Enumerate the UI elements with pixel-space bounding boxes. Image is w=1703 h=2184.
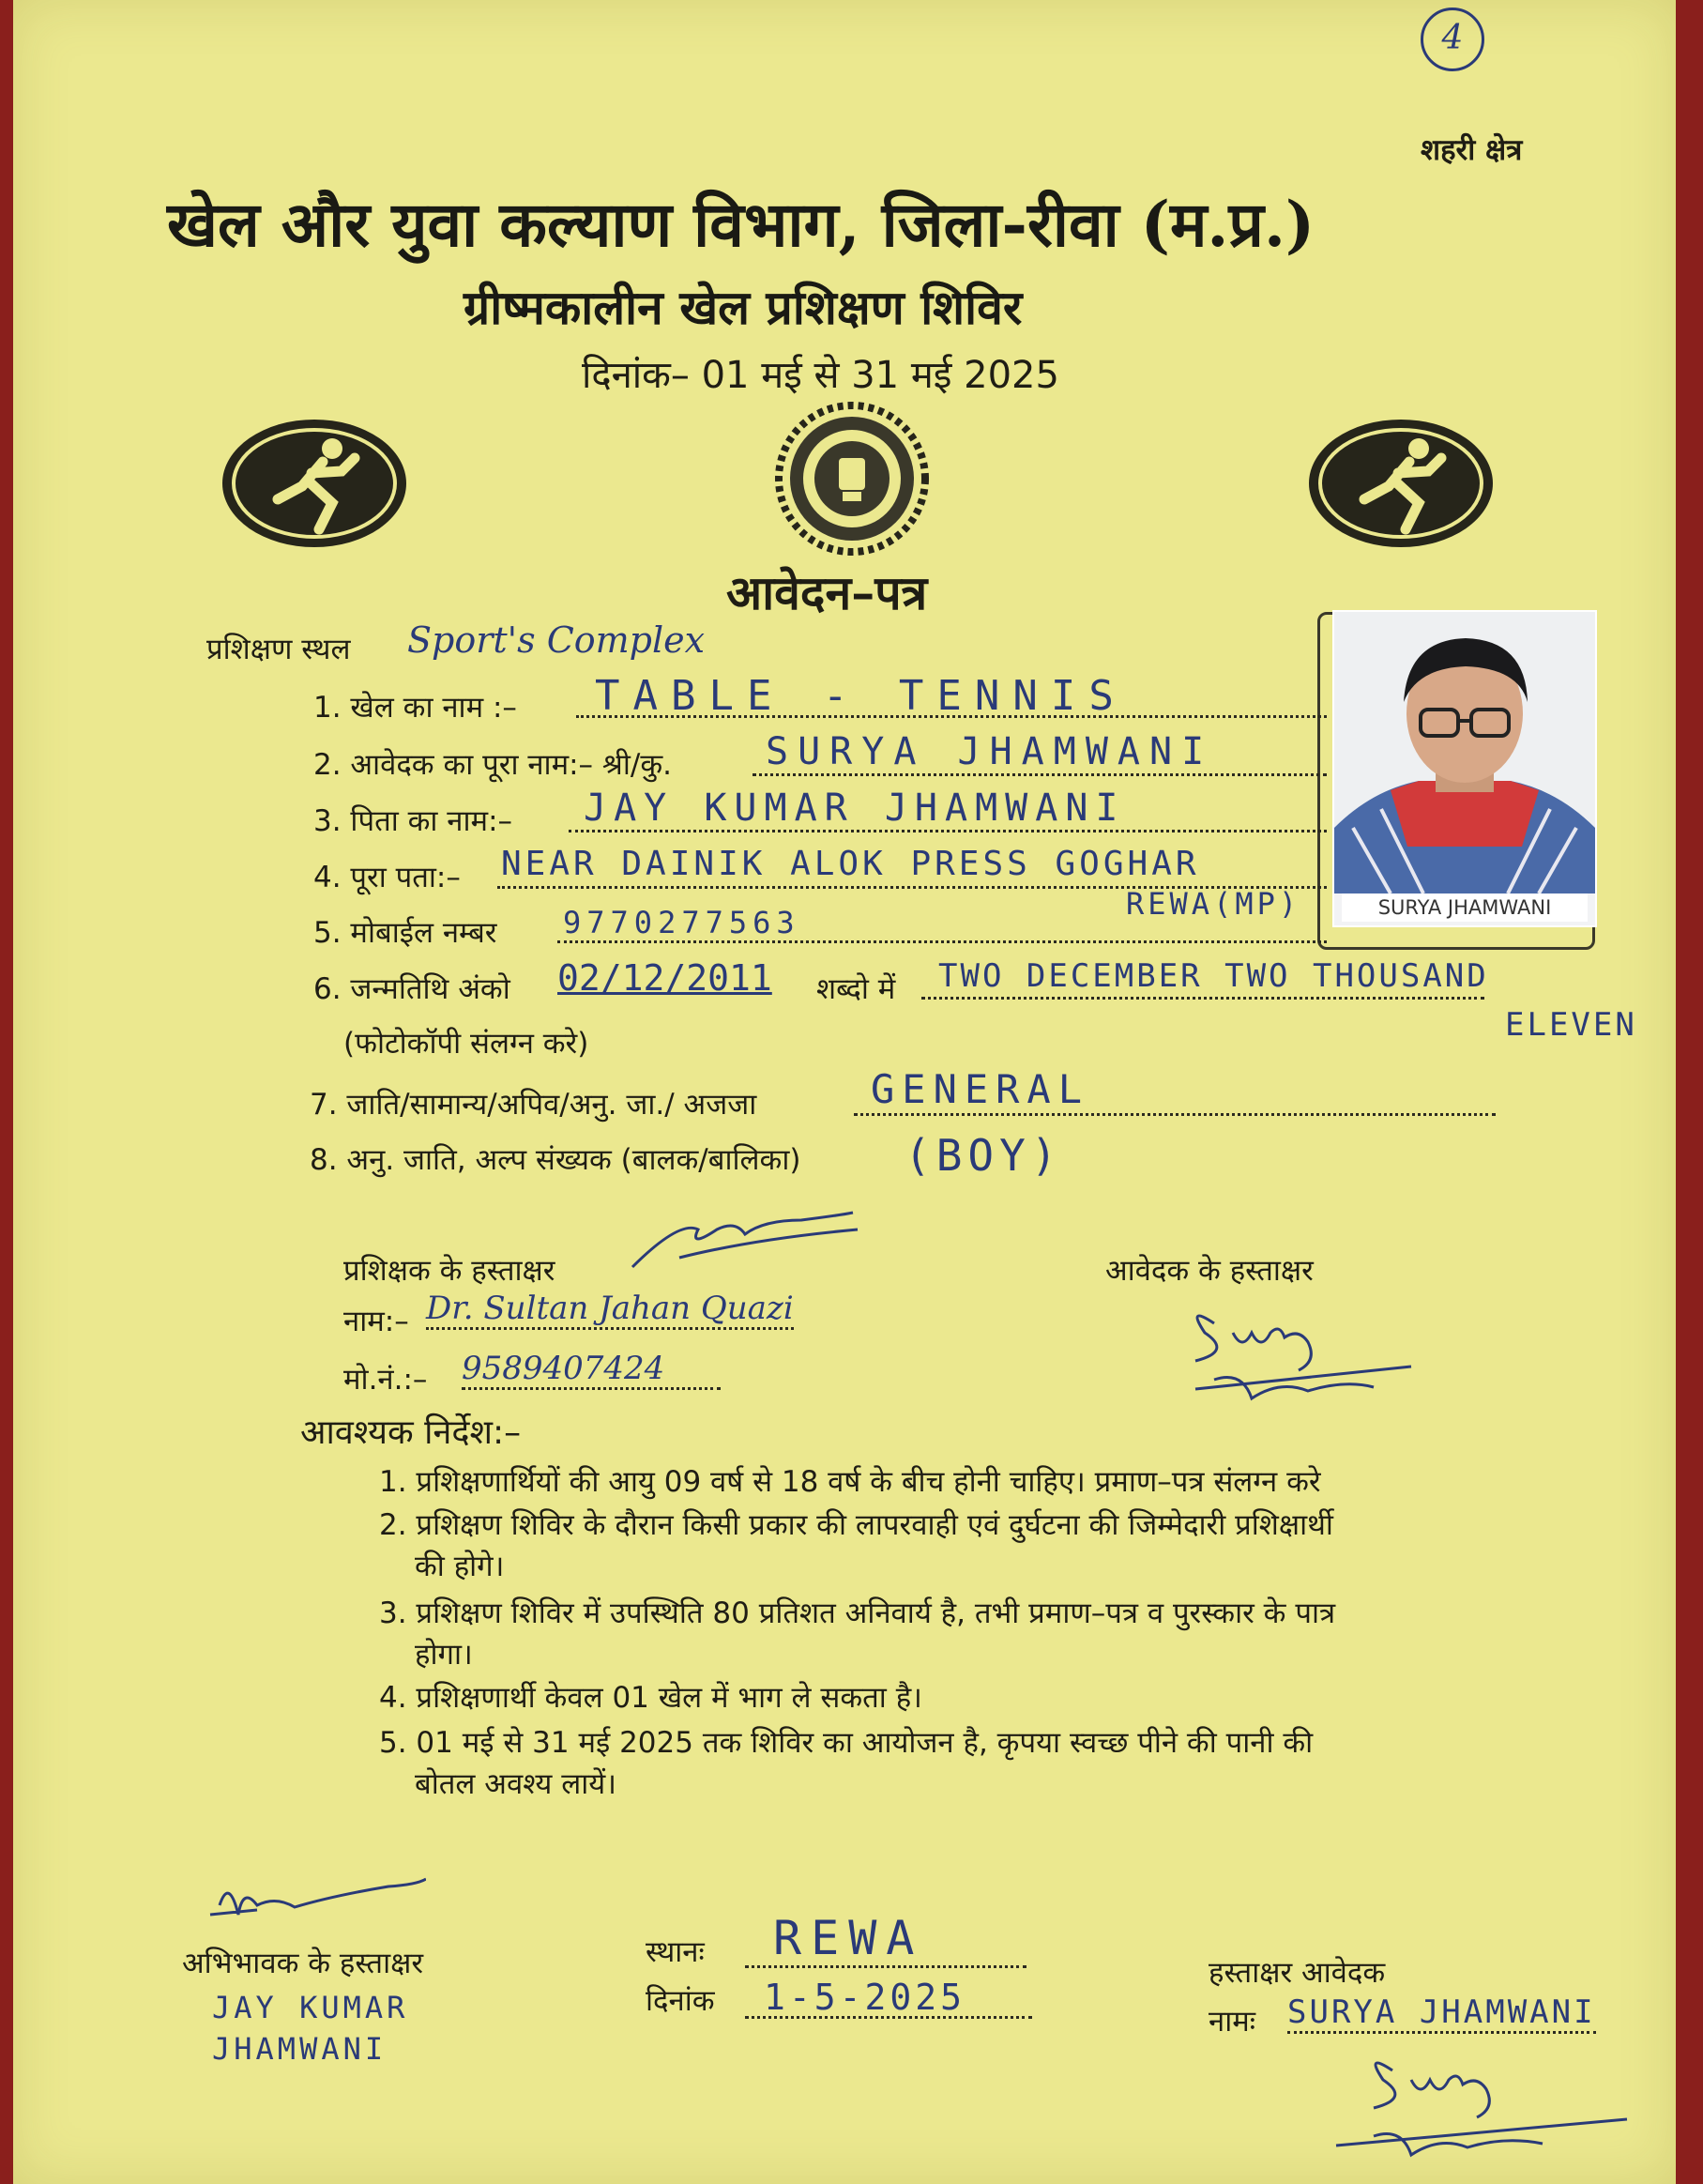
guardian-name-value-line2: JHAMWANI [212,2031,388,2067]
dob-label: 6. जन्मतिथि अंको [313,972,510,1006]
instruction-item: की होगे। [415,1550,505,1583]
address-value-line2: REWA(MP) [1126,886,1301,922]
place-value: REWA [773,1911,924,1965]
applicant-footer-name-label: नामः [1209,2005,1256,2039]
sport-value: TABLE - TENNIS [595,672,1127,720]
applicant-footer-signature [1317,2042,1636,2174]
trainer-mobile-label: मो.नं.:– [343,1363,428,1397]
instruction-item: 5. 01 मई से 31 मई 2025 तक शिविर का आयोजन है, कृपया स्वच्छ पीने की पानी की [379,1726,1314,1760]
application-form-page [13,0,1676,2184]
trainer-sign-label: प्रशिक्षक के हस्ताक्षर [343,1254,555,1288]
place-label: स्थानः [646,1935,705,1969]
department-title: खेल और युवा कल्याण विभाग, जिला-रीवा (म.प्र.) [167,188,1315,261]
dob-value: 02/12/2011 [557,957,772,999]
instruction-item: होगा। [415,1638,473,1672]
runner-logo-right-icon [1304,413,1498,554]
venue-value: Sport's Complex [407,619,706,661]
instruction-item: 3. प्रशिक्षण शिविर में उपस्थिति 80 प्रतिशत अनिवार्य है, तभी प्रमाण–पत्र व पुरस्कार के पात्र [379,1596,1336,1630]
venue-label: प्रशिक्षण स्थल [206,633,351,666]
guardian-sign-label: अभिभावक के हस्ताक्षर [182,1947,424,1980]
instruction-item: 4. प्रशिक्षणार्थी केवल 01 खेल में भाग ले सकता है। [379,1681,922,1715]
father-label: 3. पिता का नाम:– [313,804,513,838]
applicant-footer-label: हस्ताक्षर आवेदक [1209,1956,1386,1990]
guardian-signature [201,1868,426,1933]
father-name-value: JAY KUMAR JHAMWANI [584,787,1126,830]
instruction-item: बोतल अवश्य लायें। [415,1767,616,1801]
trainer-mobile-value: 9589407424 [462,1350,721,1390]
category-line [854,1113,1496,1116]
form-title: आवेदन–पत्र [726,565,928,620]
address-label: 4. पूरा पता:– [313,861,461,894]
mobile-label: 5. मोबाईल नम्बर [313,916,497,950]
government-emblem-icon [775,402,929,556]
category-value: GENERAL [871,1066,1090,1112]
gender-value: (BOY) [905,1130,1063,1181]
applicant-footer-name-value: SURYA JHAMWANI [1287,1993,1596,2034]
mobile-value: 9770277563 [563,905,800,940]
name-line [753,773,1327,776]
category-label: 7. जाति/सामान्य/अपिव/अनु. जा./ अजजा [310,1088,757,1122]
address-value: NEAR DAINIK ALOK PRESS GOGHAR [501,845,1200,883]
name-label: 2. आवेदक का पूरा नाम:– श्री/कु. [313,748,672,782]
trainer-name-label: नाम:– [343,1305,409,1338]
applicant-portrait-image [1334,612,1595,893]
date-value: 1-5-2025 [764,1977,966,2018]
dob-words-value: TWO DECEMBER TWO THOUSAND [938,957,1489,995]
applicant-sign-label: आवेदक के हस्ताक्षर [1105,1254,1314,1288]
mobile-line [557,940,1327,943]
dob-words-label: शब्दो में [816,972,896,1006]
place-line [745,1965,1026,1968]
runner-logo-left-icon [218,413,411,554]
area-label: शहरी क्षेत्र [1421,133,1523,167]
instruction-item: 1. प्रशिक्षणार्थियों की आयु 09 वर्ष से 18 वर्ष के बीच होनी चाहिए। प्रमाण–पत्र संलग्न करे [379,1465,1321,1499]
page-number: 4 [1421,8,1484,71]
photo-caption: SURYA JHAMWANI [1342,893,1588,922]
gender-label: 8. अनु. जाति, अल्प संख्यक (बालक/बालिका) [310,1143,801,1177]
instructions-heading: आवश्यक निर्देश:– [300,1413,522,1452]
applicant-name-value: SURYA JHAMWANI [766,730,1214,773]
dob-words-value-line2: ELEVEN [1505,1006,1637,1044]
sport-label: 1. खेल का नाम :– [313,691,517,725]
camp-title: ग्रीष्मकालीन खेल प्रशिक्षण शिविर [464,280,1023,335]
applicant-signature [1158,1286,1439,1427]
trainer-name-value: Dr. Sultan Jahan Quazi [426,1290,794,1330]
camp-dates: दिनांक– 01 मई से 31 मई 2025 [582,354,1059,397]
date-label: दिनांक [646,1984,715,2018]
dob-words-line [921,997,1484,1000]
father-line [569,830,1327,832]
applicant-photo [1332,610,1597,927]
trainer-signature [623,1201,867,1276]
dob-note: (फोटोकॉपी संलग्न करे) [343,1027,589,1061]
instruction-item: 2. प्रशिक्षण शिविर के दौरान किसी प्रकार की लापरवाही एवं दुर्घटना की जिम्मेदारी प्रशिक्षार्थी [379,1508,1333,1542]
guardian-name-value: JAY KUMAR [212,1990,409,2025]
